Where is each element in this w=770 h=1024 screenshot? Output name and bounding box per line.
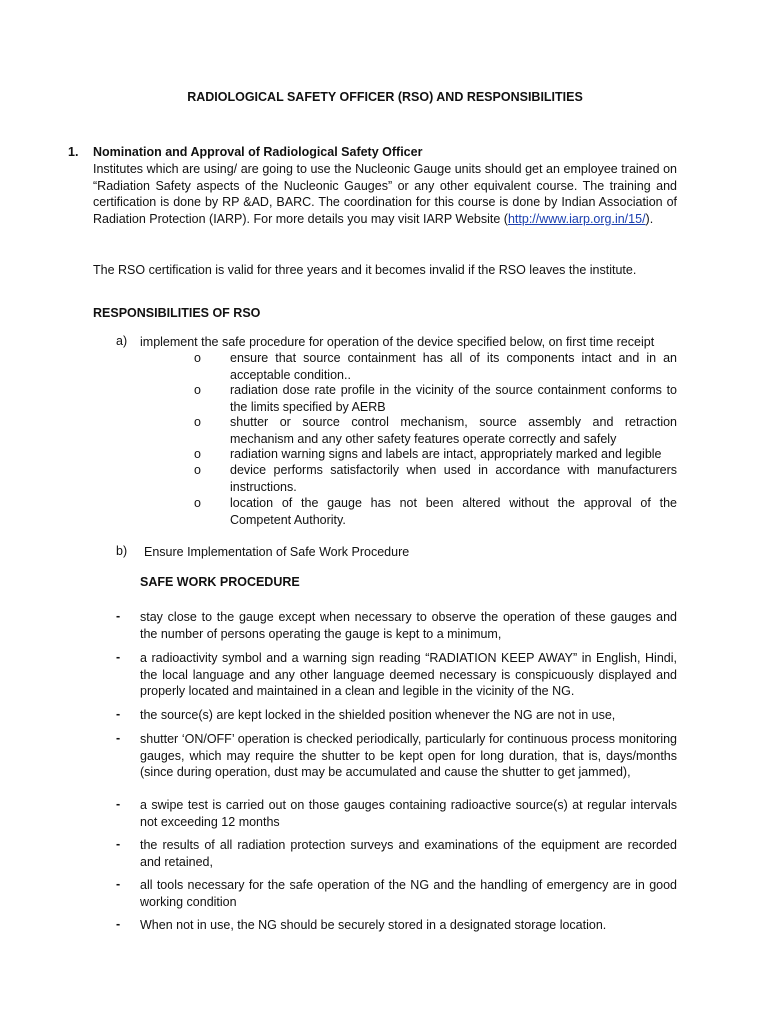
certification-paragraph: The RSO certification is valid for three years and it becomes invalid if the RSO leaves the institute. <box>93 263 637 277</box>
page-title: RADIOLOGICAL SAFETY OFFICER (RSO) AND RESPONSIBILITIES <box>187 90 583 104</box>
list-item: stay close to the gauge except when necessary to observe the operation of these gauges and the number of persons operating the gauge is kept to a minimum, <box>140 610 677 641</box>
nomination-paragraph <box>93 161 677 227</box>
list-bullet: o <box>194 496 201 510</box>
list-item: the source(s) are kept locked in the shielded position whenever the NG are not in use, <box>140 708 616 722</box>
iarp-website-link[interactable]: http://www.iarp.org.in/15/ <box>507 211 646 226</box>
item-b-label: b) <box>116 544 128 558</box>
list-bullet: o <box>194 463 201 477</box>
list-bullet: o <box>194 415 201 429</box>
list-dash: - <box>116 707 121 721</box>
list-item: a radioactivity symbol and a warning sign reading “RADIATION KEEP AWAY” in English, Hindi, the local language and any other language deemed necessary is conspicuously displayed and properly located and maintained in a clean and legible in the vicinity of the NG. <box>140 651 677 698</box>
nomination-text-end: ). <box>645 211 654 226</box>
list-dash: - <box>116 877 121 891</box>
list-item: radiation dose rate profile in the vicinity of the source containment conforms to the limits specified by AERB <box>230 383 677 414</box>
nomination-text: Institutes which are using/ are going to use the Nucleonic Gauge units should get an employee trained on “Radiation Safety aspects of the Nucleonic Gauges” or any other equivalent course. The training and certification is done by RP &AD, BARC. The coordination for this course is done by Indian Association of Radiation Protection (IARP). For more details you may visit IARP Website ( <box>93 162 677 226</box>
list-item: device performs satisfactorily when used in accordance with manufacturers instructions. <box>230 463 677 494</box>
list-item: all tools necessary for the safe operation of the NG and the handling of emergency are in good working condition <box>140 878 677 909</box>
list-item: When not in use, the NG should be securely stored in a designated storage location. <box>140 918 607 932</box>
item-a-text: implement the safe procedure for operation of the device specified below, on first time receipt <box>140 335 655 349</box>
list-bullet: o <box>194 447 201 461</box>
list-dash: - <box>116 650 121 664</box>
list-dash: - <box>116 797 121 811</box>
list-item: location of the gauge has not been altered without the approval of the Competent Authority. <box>230 496 677 527</box>
list-dash: - <box>116 609 121 623</box>
section-heading: Nomination and Approval of Radiological Safety Officer <box>93 145 423 159</box>
list-dash: - <box>116 731 121 745</box>
list-bullet: o <box>194 383 201 397</box>
list-item: ensure that source containment has all of its components intact and in an acceptable condition.. <box>230 351 677 382</box>
list-bullet: o <box>194 351 201 365</box>
list-item: the results of all radiation protection surveys and examinations of the equipment are recorded and retained, <box>140 838 677 869</box>
list-dash: - <box>116 917 121 931</box>
list-item: shutter or source control mechanism, source assembly and retraction mechanism and any other safety features operate correctly and safely <box>230 415 677 446</box>
item-a-label: a) <box>116 334 128 348</box>
safe-work-heading: SAFE WORK PROCEDURE <box>140 575 300 589</box>
list-item: radiation warning signs and labels are intact, appropriately marked and legible <box>230 447 662 461</box>
list-dash: - <box>116 837 121 851</box>
list-item: a swipe test is carried out on those gauges containing radioactive source(s) at regular intervals not exceeding 12 months <box>140 798 677 829</box>
list-item: shutter ‘ON/OFF’ operation is checked periodically, particularly for continuous process monitoring gauges, which may require the shutter to be kept open for long duration, that is, days/months (since during operation, dust may be accumulated and cause the shutter to get jammed), <box>140 732 677 779</box>
section-number: 1. <box>68 145 79 159</box>
item-b-text: Ensure Implementation of Safe Work Procedure <box>144 545 410 559</box>
responsibilities-heading: RESPONSIBILITIES OF RSO <box>93 306 261 320</box>
